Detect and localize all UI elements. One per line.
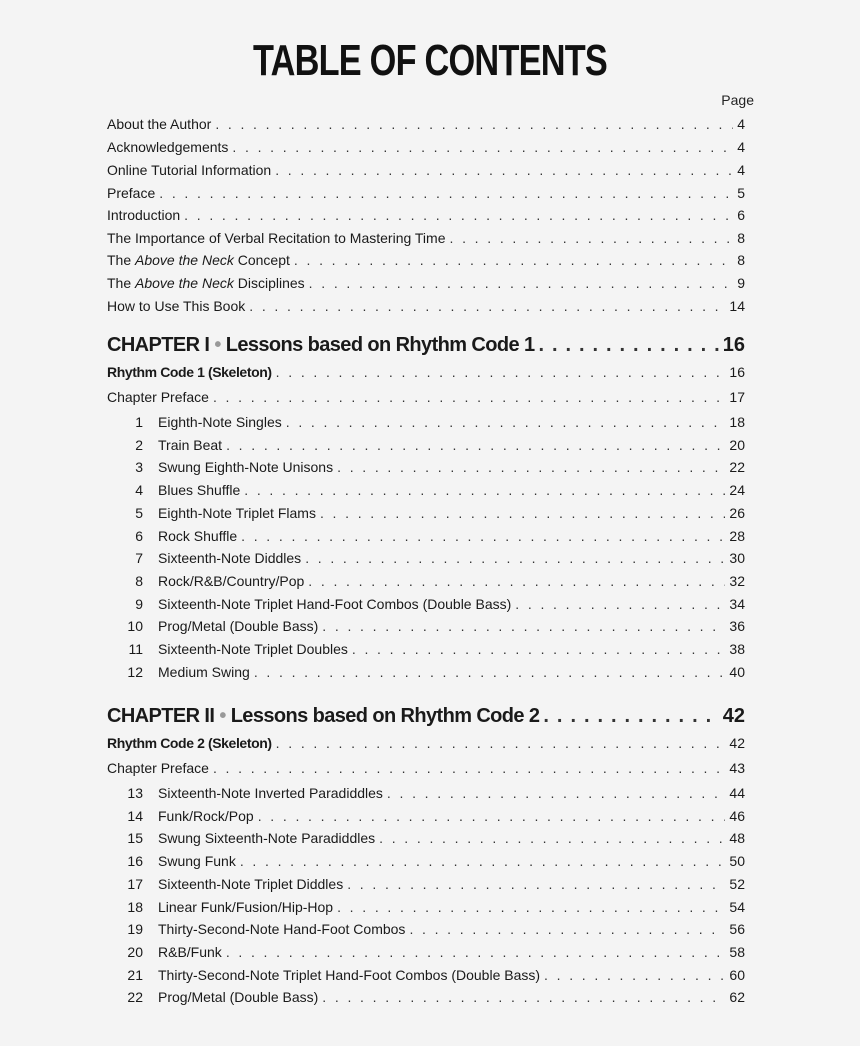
lesson-label: Linear Funk/Fusion/Hip-Hop [158,898,334,915]
lesson-entry[interactable] [107,504,745,522]
lesson-number: 1 [135,414,143,430]
dot-leader [409,920,725,938]
lesson-label: Prog/Metal (Double Bass) [158,618,319,635]
lesson-label: Sixteenth-Note Triplet Diddles [158,875,344,892]
entry-label: Acknowledgements [107,139,229,155]
lesson-entry[interactable] [107,784,745,802]
dot-leader [347,875,725,893]
entry-label: The Importance of Verbal Recitation to Mastering Time [107,230,446,246]
entry-page: 17 [729,389,745,405]
dot-leader [275,161,733,179]
lesson-label: Prog/Metal (Double Bass) [158,989,319,1006]
lesson-label: R&B/Funk [158,943,222,960]
toc-entry[interactable] [107,251,745,269]
lesson-number: 4 [135,482,143,499]
lesson-entry[interactable] [107,481,745,499]
toc-entry-skeleton[interactable] [107,734,745,752]
lesson-page: 30 [729,550,745,567]
lesson-entry[interactable] [107,436,745,454]
lesson-number: 9 [135,595,143,612]
lesson-label: Thirty-Second-Note Triplet Hand-Foot Combos (Double Bass) [158,966,541,983]
dot-leader [320,504,725,522]
chapter-title [107,704,539,728]
lesson-page: 18 [729,414,745,430]
entry-label: Introduction [107,207,181,223]
bullet-icon: • [219,705,226,727]
dot-leader [249,297,725,315]
entry-label [107,251,290,269]
chapter-title [107,333,534,357]
chapter-name: Lessons based on Rhythm Code 2 [230,705,540,727]
lesson-entry[interactable] [107,527,745,545]
dot-leader [543,704,718,728]
toc-entry[interactable] [107,229,745,247]
lesson-page: 60 [729,966,745,983]
lesson-number: 19 [127,921,143,938]
dot-leader [387,784,726,802]
lesson-number: 5 [135,504,143,521]
toc-entry[interactable] [107,138,745,156]
lesson-entry[interactable] [107,988,745,1006]
label-suffix: Disciplines [233,275,305,291]
lesson-label: Swung Sixteenth-Note Paradiddles [158,830,376,847]
lesson-entry[interactable] [107,875,745,893]
lesson-page: 62 [729,989,745,1006]
dot-leader [226,943,726,961]
toc-entry[interactable] [107,184,745,202]
lesson-page: 44 [729,785,745,801]
lesson-label: Thirty-Second-Note Hand-Foot Combos [158,921,406,938]
lesson-page: 46 [729,807,745,824]
lesson-number: 21 [127,966,143,983]
entry-label: How to Use This Book [107,298,246,314]
chapter-page: 42 [722,705,745,727]
lesson-number: 17 [127,875,143,892]
lesson-number: 7 [135,550,143,567]
lesson-number: 20 [127,943,143,960]
dot-leader [159,184,733,202]
dot-leader [213,759,725,777]
toc-entry-skeleton[interactable] [107,363,745,381]
dot-leader [294,251,733,269]
entry-page: 42 [729,735,745,751]
dot-leader [215,115,733,133]
lesson-page: 54 [729,898,745,915]
dot-leader [337,458,725,476]
dot-leader [308,572,725,590]
entry-page: 16 [729,364,745,380]
toc-entry[interactable] [107,297,745,315]
lesson-page: 36 [729,618,745,635]
toc-entry[interactable] [107,206,745,224]
dot-leader [184,206,733,224]
lesson-entry[interactable] [107,943,745,961]
chapter-name: Lessons based on Rhythm Code 1 [225,334,535,356]
page-column-label: Page [721,92,754,108]
entry-page: 9 [737,275,745,291]
lesson-label: Medium Swing [158,663,250,680]
lesson-label: Funk/Rock/Pop [158,807,254,824]
dot-leader [515,595,725,613]
entry-label: About the Author [107,116,212,132]
dot-leader [544,966,725,984]
lesson-entry[interactable] [107,920,745,938]
lesson-page: 32 [729,572,745,589]
lesson-number: 13 [127,785,143,801]
lesson-entry[interactable] [107,966,745,984]
label-suffix: Concept [233,252,290,268]
lesson-label: Rock/R&B/Country/Pop [158,572,305,589]
lesson-label: Rock Shuffle [158,527,238,544]
lesson-label: Train Beat [158,436,223,453]
lesson-label: Sixteenth-Note Triplet Doubles [158,641,348,657]
lesson-number: 2 [135,436,143,453]
lesson-label: Swung Funk [158,853,236,870]
lesson-page: 40 [729,663,745,680]
lesson-entry[interactable] [107,413,745,431]
lesson-number: 14 [127,807,143,824]
label-prefix: The [107,252,136,268]
lesson-entry[interactable] [107,807,745,825]
entry-label: Preface [107,185,156,201]
lesson-label: Sixteenth-Note Diddles [158,550,302,567]
lesson-number: 6 [135,527,143,544]
dot-leader [232,138,733,156]
bullet-icon: • [214,334,221,356]
dot-leader [322,617,725,635]
label-emphasis: Above the Neck [135,252,234,268]
entry-label: Rhythm Code 2 (Skeleton) [107,735,272,751]
chapter-label: CHAPTER II [107,705,215,727]
entry-page: 43 [729,760,745,776]
entry-page: 8 [737,252,745,268]
dot-leader [337,898,725,916]
lesson-page: 52 [729,875,745,892]
lesson-entry[interactable] [107,663,745,681]
dot-leader [352,640,726,658]
dot-leader [379,829,725,847]
lesson-label: Blues Shuffle [158,482,241,499]
dot-leader [276,363,726,381]
lesson-label: Eighth-Note Singles [158,414,282,430]
lesson-label: Sixteenth-Note Inverted Paradiddles [158,785,383,801]
lesson-label: Swung Eighth-Note Unisons [158,459,334,476]
lesson-entry[interactable] [107,617,745,635]
dot-leader [213,388,725,406]
lesson-page: 22 [729,459,745,476]
lesson-page: 24 [729,482,745,499]
entry-page: 6 [737,207,745,223]
lesson-page: 48 [729,830,745,847]
dot-leader [240,852,726,870]
toc-entry[interactable] [107,274,745,292]
entry-page: 5 [737,185,745,201]
chapter-heading[interactable] [107,704,745,728]
dot-leader [276,734,726,752]
lesson-page: 26 [729,504,745,521]
lesson-number: 11 [128,641,143,657]
chapter-page: 16 [722,334,745,356]
lesson-number: 18 [127,898,143,915]
dot-leader [305,549,725,567]
dot-leader [258,807,726,825]
lesson-entry[interactable] [107,898,745,916]
lesson-page: 56 [729,921,745,938]
entry-label: Chapter Preface [107,760,209,776]
toc-entry[interactable] [107,161,745,179]
lesson-entry[interactable] [107,458,745,476]
lesson-entry[interactable] [107,640,745,658]
lesson-page: 38 [729,641,745,657]
entry-label: Rhythm Code 1 (Skeleton) [107,364,272,380]
lesson-entry[interactable] [107,595,745,613]
lesson-entry[interactable] [107,852,745,870]
lesson-page: 34 [729,595,745,612]
lesson-page: 20 [729,436,745,453]
entry-label [107,274,305,292]
entry-label: Chapter Preface [107,389,209,405]
lesson-entry[interactable] [107,572,745,590]
lesson-number: 15 [127,830,143,847]
lesson-number: 16 [127,853,143,870]
dot-leader [309,274,734,292]
lesson-number: 8 [135,572,143,589]
dot-leader [226,436,725,454]
lesson-entry[interactable] [107,829,745,847]
lesson-page: 50 [729,853,745,870]
entry-page: 8 [737,230,745,246]
dot-leader [244,481,725,499]
lesson-number: 10 [127,618,143,635]
lesson-page: 58 [729,943,745,960]
dot-leader [322,988,725,1006]
dot-leader [450,229,734,247]
entry-label: Online Tutorial Information [107,162,272,178]
lesson-label: Eighth-Note Triplet Flams [158,504,316,521]
dot-leader [254,663,726,681]
lesson-number: 12 [127,663,143,680]
dot-leader [286,413,726,431]
entry-page: 4 [737,116,745,132]
page-title: TABLE OF CONTENTS [252,36,608,85]
chapter-label: CHAPTER I [107,334,210,356]
entry-page: 4 [737,162,745,178]
toc-entry[interactable] [107,759,745,777]
lesson-number: 22 [127,989,143,1006]
chapter-heading[interactable] [107,333,745,357]
label-emphasis: Above the Neck [135,275,234,291]
entry-page: 14 [729,298,745,314]
label-prefix: The [107,275,136,291]
dot-leader [241,527,725,545]
toc-entry[interactable] [107,388,745,406]
toc-entry[interactable] [107,115,745,133]
lesson-entry[interactable] [107,549,745,567]
lesson-number: 3 [135,459,143,476]
lesson-page: 28 [729,527,745,544]
dot-leader [538,333,718,357]
entry-page: 4 [737,139,745,155]
lesson-label: Sixteenth-Note Triplet Hand-Foot Combos (Double Bass) [158,595,512,612]
